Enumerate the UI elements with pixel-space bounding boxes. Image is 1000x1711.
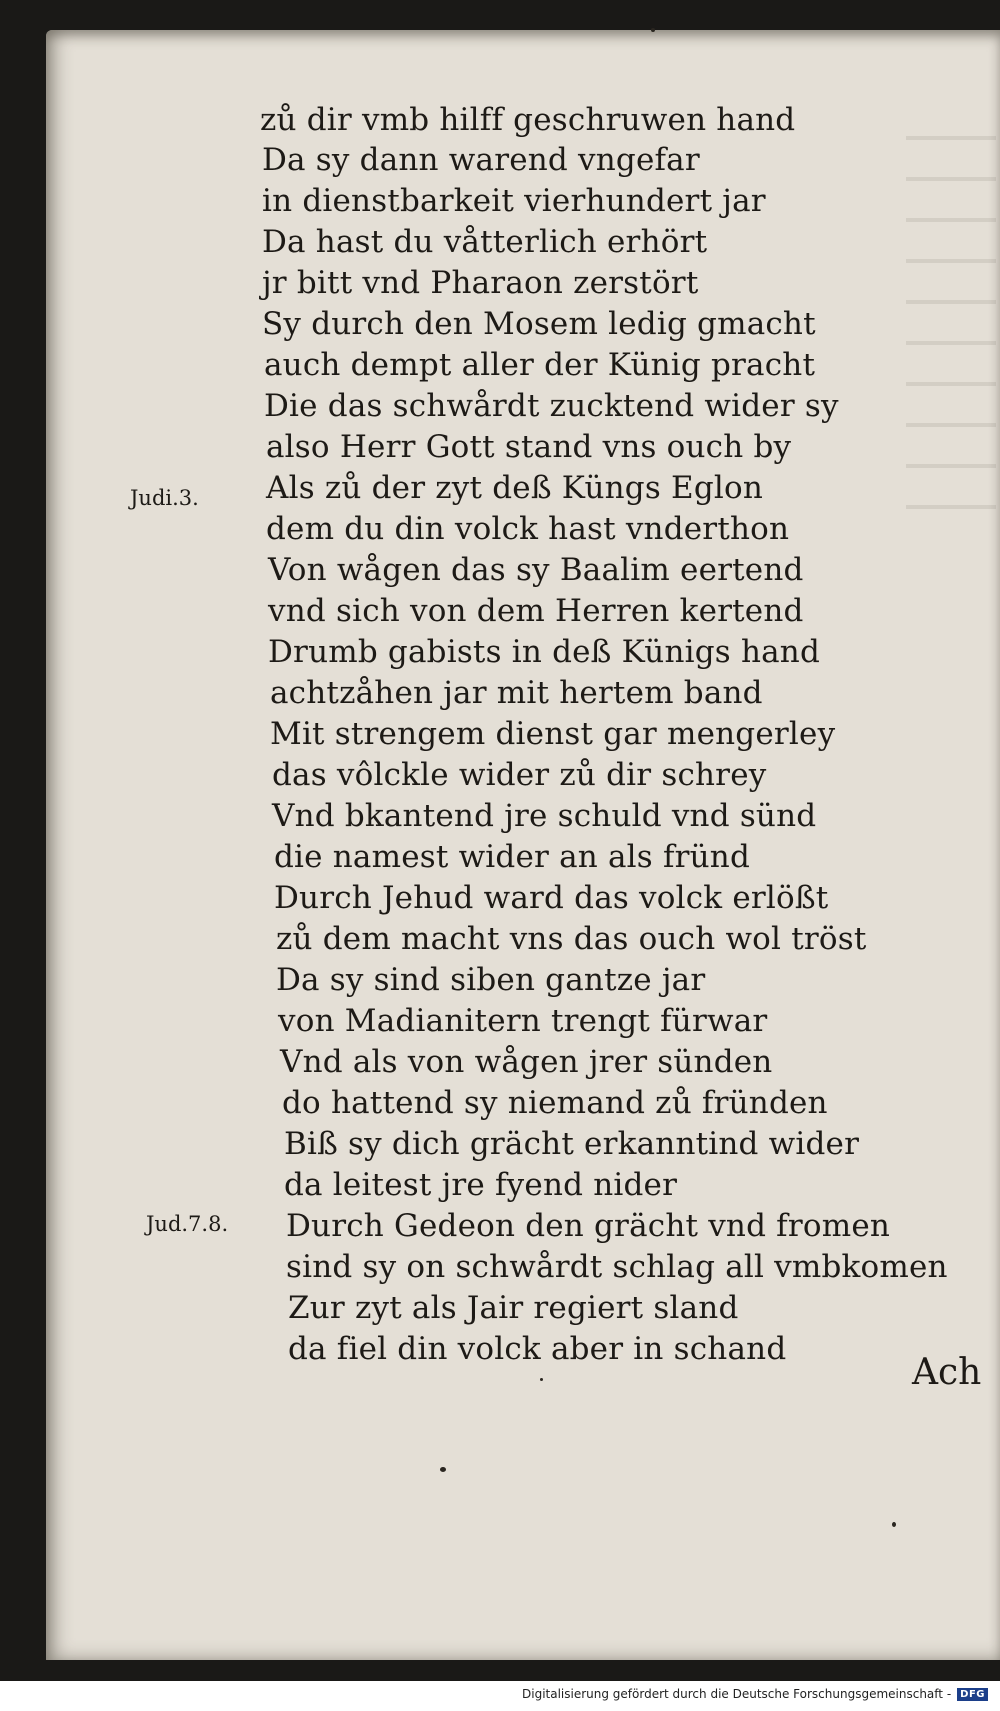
verse-line: jr bitt vnd Pharaon zerstört bbox=[262, 265, 699, 301]
verse-line: Als zů der zyt deß Küngs Eglon bbox=[266, 470, 764, 506]
paper-speck bbox=[440, 1467, 446, 1472]
verse-line: zů dir vmb hilff geschruwen hand bbox=[260, 102, 796, 138]
verse-line: Da sy sind siben gantze jar bbox=[276, 962, 706, 998]
catchword: Ach bbox=[912, 1352, 982, 1393]
verse-line: Vnd als von wågen jrer sünden bbox=[280, 1044, 773, 1080]
verse-line: Da hast du våtterlich erhört bbox=[262, 224, 708, 260]
verse-line: Da sy dann warend vngefar bbox=[262, 142, 700, 178]
funding-credit-text: Digitalisierung gefördert durch die Deutsche Forschungsgemeinschaft - bbox=[522, 1687, 952, 1701]
bleed-through-text bbox=[906, 110, 996, 530]
verse-line: Drumb gabists in deß Künigs hand bbox=[268, 634, 821, 670]
verse-line: do hattend sy niemand zů fründen bbox=[282, 1085, 828, 1121]
verse-line: in dienstbarkeit vierhundert jar bbox=[262, 183, 766, 219]
verse-line: Mit strengem dienst gar mengerley bbox=[270, 716, 836, 752]
verse-line: achtzåhen jar mit hertem band bbox=[270, 675, 763, 711]
funding-credit bbox=[522, 1687, 988, 1701]
verse-line: Vnd bkantend jre schuld vnd sünd bbox=[272, 798, 817, 834]
margin-note: Judi.3. bbox=[130, 486, 199, 510]
verse-line: die namest wider an als fründ bbox=[274, 839, 751, 875]
verse-line: also Herr Gott stand vns ouch by bbox=[266, 429, 792, 465]
verse-line: Biß sy dich grächt erkanntind wider bbox=[284, 1126, 860, 1162]
paper-speck bbox=[651, 28, 655, 32]
verse-line: sind sy on schwårdt schlag all vmbkomen bbox=[286, 1249, 948, 1285]
paper-speck bbox=[892, 1522, 896, 1527]
verse-line: Zur zyt als Jair regiert sland bbox=[288, 1290, 739, 1326]
dfg-logo: DFG bbox=[957, 1688, 988, 1701]
verse-line: da fiel din volck aber in schand bbox=[288, 1331, 787, 1367]
verse-line: Durch Gedeon den grächt vnd fromen bbox=[286, 1208, 891, 1244]
verse-line: dem du din volck hast vnderthon bbox=[266, 511, 790, 547]
verse-line: Von wågen das sy Baalim eertend bbox=[268, 552, 804, 588]
verse-line: Durch Jehud ward das volck erlößt bbox=[274, 880, 829, 916]
verse-line: das vôlckle wider zů dir schrey bbox=[272, 757, 767, 793]
paper-speck bbox=[540, 1378, 543, 1381]
verse-line: Die das schwårdt zucktend wider sy bbox=[264, 388, 839, 424]
margin-note: Jud.7.8. bbox=[146, 1212, 229, 1236]
verse-line: vnd sich von dem Herren kertend bbox=[268, 593, 804, 629]
verse-line: zů dem macht vns das ouch wol tröst bbox=[276, 921, 867, 957]
verse-line: da leitest jre fyend nider bbox=[284, 1167, 678, 1203]
verse-line: von Madianitern trengt fürwar bbox=[278, 1003, 768, 1039]
verse-line: auch dempt aller der Künig pracht bbox=[264, 347, 816, 383]
verse-line: Sy durch den Mosem ledig gmacht bbox=[262, 306, 816, 342]
